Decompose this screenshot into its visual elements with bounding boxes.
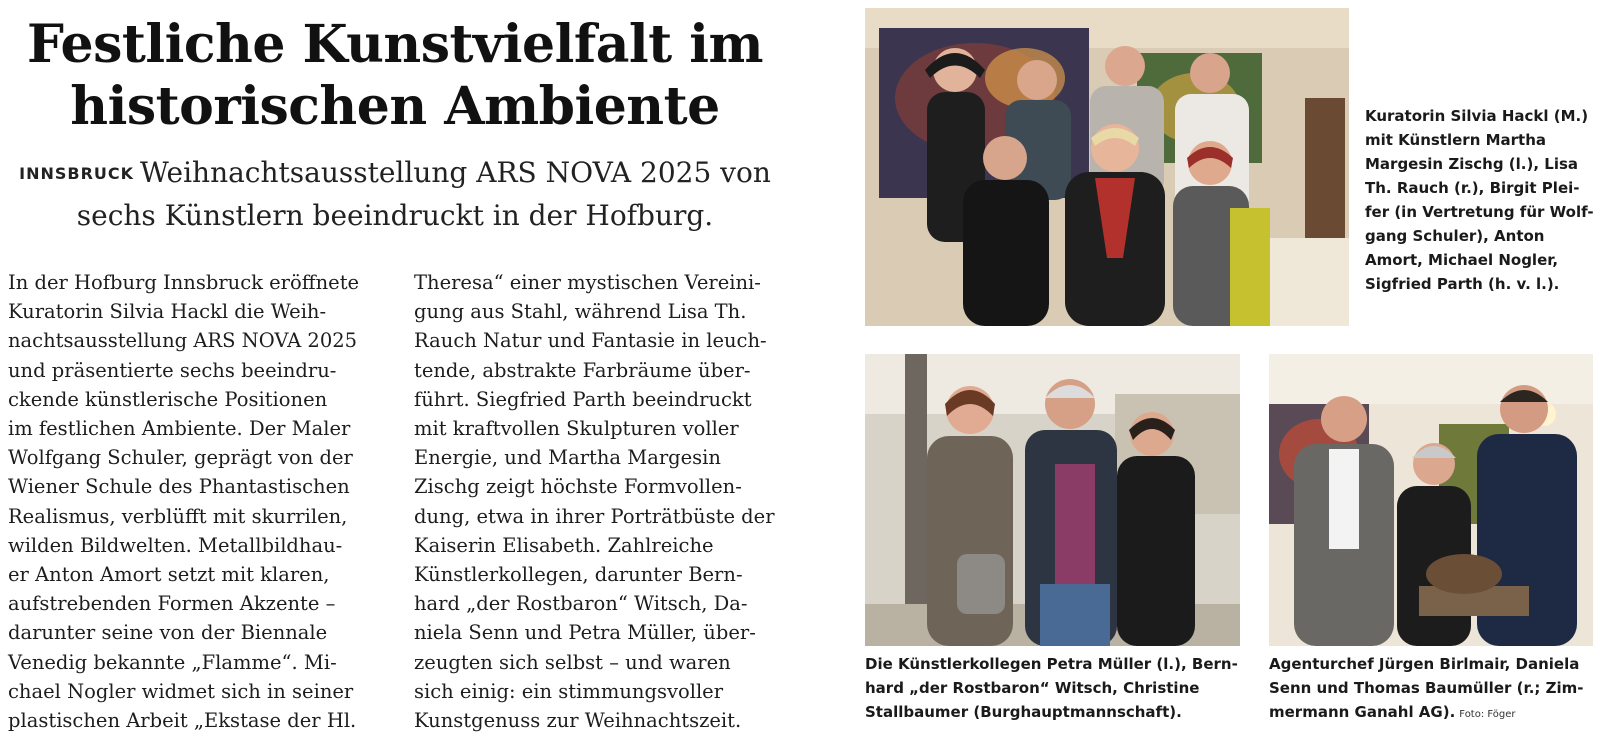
body-text-line: Zischg zeigt höchste Formvollen- xyxy=(414,475,742,499)
body-text-line: aufstrebenden Formen Akzente – xyxy=(8,592,336,616)
caption-line: hard „der Rostbaron“ Witsch, Christine xyxy=(865,679,1200,697)
caption-line: Die Künstlerkollegen Petra Müller (l.), Bern- xyxy=(865,655,1238,673)
caption-guests-photo xyxy=(1269,652,1599,727)
body-text-line: mit kraftvollen Skulpturen voller xyxy=(414,417,739,441)
body-text-line: Realismus, verblüfft mit skurrilen, xyxy=(8,504,348,528)
guests-photo xyxy=(1269,354,1593,646)
body-column-2 xyxy=(414,268,786,735)
body-text-line: darunter seine von der Biennale xyxy=(8,621,328,645)
body-text-line: Kuratorin Silvia Hackl die Weih- xyxy=(8,300,327,324)
caption-line: Amort, Michael Nogler, xyxy=(1365,251,1559,269)
headline-line: historischen Ambiente xyxy=(70,76,720,137)
caption-line: Sigfried Parth (h. v. l.). xyxy=(1365,275,1560,293)
body-text-line: ckende künstlerische Positionen xyxy=(8,387,328,411)
body-text-line: Rauch Natur und Fantasie in leuch- xyxy=(414,329,767,353)
body-text-line: Kaiserin Elisabeth. Zahlreiche xyxy=(414,533,714,557)
body-text-line: führt. Siegfried Parth beeindruckt xyxy=(414,387,752,411)
body-text-line: nachtsausstellung ARS NOVA 2025 xyxy=(8,329,358,353)
caption-line: Senn und Thomas Baumüller (r.; Zim- xyxy=(1269,679,1584,697)
body-text-line: Venedig bekannte „Flamme“. Mi- xyxy=(8,650,337,674)
caption-line: mit Künstlern Martha xyxy=(1365,131,1547,149)
body-text-line: wilden Bildwelten. Metallbildhau- xyxy=(8,533,343,557)
caption-line: Agenturchef Jürgen Birlmair, Daniela xyxy=(1269,655,1580,673)
headline xyxy=(0,14,790,138)
caption-line: Kuratorin Silvia Hackl (M.) xyxy=(1365,107,1589,125)
artists-photo xyxy=(865,354,1240,646)
body-column-1 xyxy=(8,268,380,735)
subhead-line: sechs Künstlern beeindruckt in der Hofburg. xyxy=(76,199,714,232)
body-text-line: hard „der Rostbaron“ Witsch, Da- xyxy=(414,592,748,616)
body-text-line: Energie, und Martha Margesin xyxy=(414,446,721,470)
body-text-line: dung, etwa in ihrer Porträtbüste der xyxy=(414,504,775,528)
body-text-line: gung aus Stahl, während Lisa Th. xyxy=(414,300,747,324)
subheadline xyxy=(0,152,790,237)
caption-artists-photo xyxy=(865,652,1245,724)
caption-line: Th. Rauch (r.), Birgit Plei- xyxy=(1365,179,1580,197)
caption-line: mermann Ganahl AG). Foto: Föger xyxy=(1269,703,1516,721)
group-photo xyxy=(865,8,1349,326)
body-text-line: In der Hofburg Innsbruck eröffnete xyxy=(8,271,360,294)
body-text-line: Künstlerkollegen, darunter Bern- xyxy=(414,563,743,587)
body-text-line: Wiener Schule des Phantastischen xyxy=(8,475,350,499)
body-text-line: plastischen Arbeit „Ekstase der Hl. xyxy=(8,709,357,733)
body-text-line: tende, abstrakte Farbräume über- xyxy=(414,358,751,382)
body-text-line: im festlichen Ambiente. Der Maler xyxy=(8,417,351,441)
body-text-line: zeugten sich selbst – und waren xyxy=(414,650,731,674)
caption-line: Stallbaumer (Burghauptmannschaft). xyxy=(865,703,1182,721)
body-text-line: Wolfgang Schuler, geprägt von der xyxy=(8,446,353,470)
body-text-line: Theresa“ einer mystischen Vereini- xyxy=(414,271,761,294)
location-kicker: INNSBRUCK xyxy=(19,164,135,183)
body-text-line: er Anton Amort setzt mit klaren, xyxy=(8,563,330,587)
body-text-line: chael Nogler widmet sich in seiner xyxy=(8,679,354,703)
caption-line: fer (in Vertretung für Wolf- xyxy=(1365,203,1594,221)
subhead-line: Weihnachtsausstellung ARS NOVA 2025 von xyxy=(140,156,771,189)
body-text-line: Kunstgenuss zur Weihnachtszeit. xyxy=(414,709,742,733)
body-text-line: niela Senn und Petra Müller, über- xyxy=(414,621,756,645)
caption-line: Margesin Zischg (l.), Lisa xyxy=(1365,155,1579,173)
body-text-line: und präsentierte sechs beeindru- xyxy=(8,358,337,382)
body-text-line: sich einig: ein stimmungsvoller xyxy=(414,679,724,703)
caption-line: gang Schuler), Anton xyxy=(1365,227,1545,245)
headline-line: Festliche Kunstvielfalt im xyxy=(26,14,764,75)
caption-group-photo xyxy=(1365,104,1597,296)
photo-credit: Foto: Föger xyxy=(1459,709,1516,720)
